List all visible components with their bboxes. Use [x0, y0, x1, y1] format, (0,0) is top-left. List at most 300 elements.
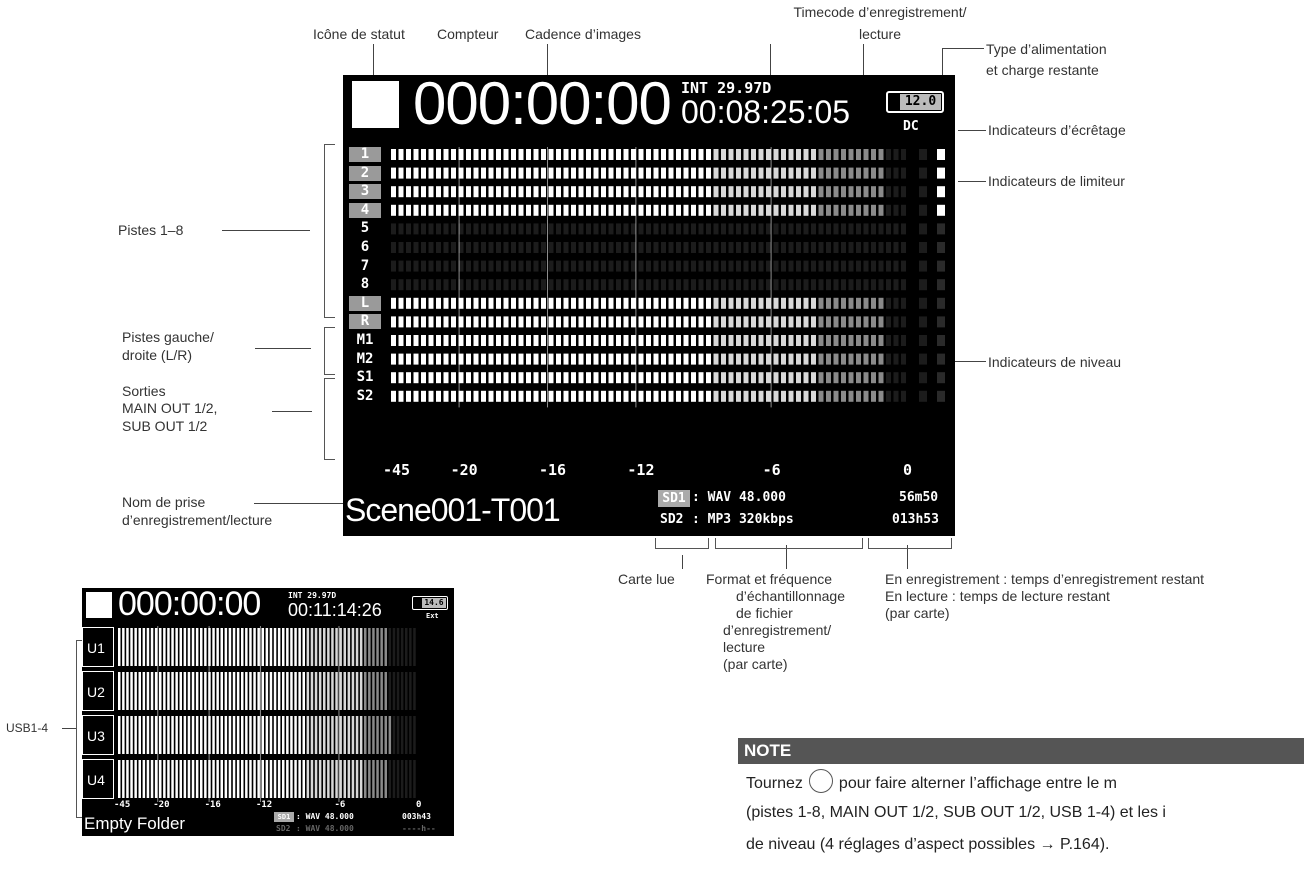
meter-segment	[669, 242, 674, 253]
clip-indicator	[919, 242, 927, 253]
meter-segment	[393, 672, 396, 710]
meter-segment	[429, 168, 434, 179]
meter-segment	[646, 354, 651, 365]
meter-segment	[519, 372, 524, 383]
meter-segment	[871, 223, 876, 234]
meter-segment	[391, 223, 396, 234]
meter-segment	[766, 335, 771, 346]
scale-line	[157, 626, 158, 802]
meter-segment	[781, 298, 786, 309]
meter-segment	[714, 316, 719, 327]
remaining-bracket	[868, 538, 952, 549]
meter-segment	[624, 223, 629, 234]
track-label: S1	[356, 369, 374, 386]
meter-segment	[282, 628, 285, 666]
meter-segment	[879, 186, 884, 197]
meter-segment	[766, 354, 771, 365]
meter-segment	[804, 335, 809, 346]
meter-segment	[526, 372, 531, 383]
meter-segment	[654, 223, 659, 234]
meter-segment	[684, 316, 689, 327]
meter-segment	[474, 298, 479, 309]
meter-segment	[414, 261, 419, 272]
meter-segment	[601, 316, 606, 327]
track-label: M1	[356, 332, 374, 348]
meter-segment	[406, 261, 411, 272]
meter-segment	[804, 186, 809, 197]
meter-segment	[526, 316, 531, 327]
meter-segment	[323, 672, 326, 710]
leader-line	[222, 230, 310, 231]
outputs-annotation-line3: SUB OUT 1/2	[122, 418, 208, 434]
meter-segment	[526, 186, 531, 197]
meter-segment	[147, 760, 150, 798]
meter-segment	[774, 354, 779, 365]
meter-segment	[789, 223, 794, 234]
meter-segment	[826, 316, 831, 327]
meter-segment	[466, 316, 471, 327]
meter-segment	[414, 279, 419, 290]
meter-segment	[139, 628, 142, 666]
meter-segment	[654, 316, 659, 327]
meter-segment	[323, 716, 326, 754]
meter-segment	[654, 372, 659, 383]
meter-segment	[774, 168, 779, 179]
meter-segment	[639, 372, 644, 383]
meter-segment	[684, 298, 689, 309]
meter-segment	[586, 223, 591, 234]
meter-segment	[639, 205, 644, 216]
meter-segment	[192, 628, 195, 666]
leader-line	[254, 503, 344, 504]
meter-segment	[541, 279, 546, 290]
meter-segment	[834, 335, 839, 346]
meter-segment	[661, 242, 666, 253]
meter-segment	[811, 372, 816, 383]
card-bracket	[655, 538, 709, 549]
meter-segment	[871, 335, 876, 346]
clip-indicator	[919, 298, 927, 309]
meter-segment	[586, 205, 591, 216]
meter-segment	[571, 149, 576, 160]
meter-segment	[421, 205, 426, 216]
meter-segment	[736, 205, 741, 216]
meter-segment	[774, 205, 779, 216]
meter-segment	[789, 279, 794, 290]
meter-segment	[571, 372, 576, 383]
meter-segment	[414, 205, 419, 216]
meter-segment	[294, 716, 297, 754]
meter-segment	[564, 372, 569, 383]
meter-segment	[541, 149, 546, 160]
meter-segment	[646, 316, 651, 327]
meter-segment	[586, 335, 591, 346]
meter-segment	[841, 391, 846, 402]
meter-segment	[143, 760, 146, 798]
meter-segment	[436, 335, 441, 346]
meter-segment	[496, 279, 501, 290]
meter-segment	[706, 186, 711, 197]
limiter-indicator	[937, 242, 945, 253]
meter-segment	[348, 628, 351, 666]
meter-segment	[241, 628, 244, 666]
timecode-display: 00:11:14:26	[288, 600, 382, 620]
meter-segment	[155, 760, 158, 798]
meter-segment	[781, 168, 786, 179]
meter-segment	[356, 672, 359, 710]
meter-segment	[474, 149, 479, 160]
meter-segment	[789, 149, 794, 160]
meter-segment	[879, 372, 884, 383]
power-type: DC	[903, 119, 919, 134]
meter-segment	[751, 149, 756, 160]
meter-segment	[774, 149, 779, 160]
meter-segment	[766, 298, 771, 309]
meter-segment	[118, 716, 121, 754]
meter-segment	[729, 261, 734, 272]
meter-segment	[594, 391, 599, 402]
meter-segment	[781, 186, 786, 197]
meter-segment	[253, 628, 256, 666]
meter-segment	[796, 354, 801, 365]
track-label: 5	[360, 220, 370, 237]
meter-segment	[481, 298, 486, 309]
meter-segment	[534, 261, 539, 272]
meter-segment	[706, 335, 711, 346]
meter-segment	[841, 372, 846, 383]
meter-segment	[766, 372, 771, 383]
format-annotation-line2: d’échantillonnage	[736, 588, 845, 604]
track-label: 6	[360, 239, 370, 255]
meter-segment	[466, 205, 471, 216]
meter-segment	[654, 354, 659, 365]
meter-segment	[864, 186, 869, 197]
meter-segment	[879, 205, 884, 216]
meter-segment	[391, 168, 396, 179]
meter-segment	[436, 223, 441, 234]
meter-segment	[134, 672, 137, 710]
meter-segment	[421, 354, 426, 365]
meter-segment	[661, 316, 666, 327]
meter-segment	[646, 279, 651, 290]
meter-segment	[466, 391, 471, 402]
meter-segment	[429, 316, 434, 327]
meter-segment	[549, 242, 554, 253]
meter-segment	[221, 716, 224, 754]
meter-segment	[714, 242, 719, 253]
meter-segment	[406, 168, 411, 179]
meter-segment	[766, 316, 771, 327]
meter-segment	[421, 242, 426, 253]
meter-segment	[639, 168, 644, 179]
meter-segment	[405, 628, 408, 666]
meter-segment	[579, 186, 584, 197]
meter-segment	[233, 628, 236, 666]
meter-segment	[594, 242, 599, 253]
meter-segment	[549, 186, 554, 197]
meter-segment	[901, 261, 906, 272]
meter-segment	[348, 760, 351, 798]
meter-segment	[391, 186, 396, 197]
tracks-1-8-bracket	[324, 144, 335, 318]
meter-segment	[706, 205, 711, 216]
meter-segment	[699, 372, 704, 383]
meter-segment	[444, 335, 449, 346]
clip-indicator	[919, 316, 927, 327]
meter-segment	[684, 391, 689, 402]
meter-segment	[699, 223, 704, 234]
meter-segment	[804, 242, 809, 253]
meter-segment	[571, 279, 576, 290]
meter-segment	[315, 672, 318, 710]
meter-segment	[661, 391, 666, 402]
scale-line	[338, 626, 339, 802]
meter-segment	[706, 391, 711, 402]
meter-segment	[511, 186, 516, 197]
meter-segment	[481, 223, 486, 234]
meter-segment	[504, 186, 509, 197]
meter-segment	[811, 223, 816, 234]
meter-segment	[444, 223, 449, 234]
meter-segment	[541, 335, 546, 346]
meter-segment	[270, 716, 273, 754]
meter-segment	[155, 672, 158, 710]
meter-segment	[266, 672, 269, 710]
meter-segment	[826, 205, 831, 216]
meter-segment	[436, 279, 441, 290]
meter-segment	[541, 261, 546, 272]
meter-segment	[699, 335, 704, 346]
meter-segment	[466, 354, 471, 365]
meter-segment	[534, 279, 539, 290]
meter-segment	[444, 372, 449, 383]
meter-segment	[669, 223, 674, 234]
meter-segment	[163, 672, 166, 710]
scale-line	[459, 147, 460, 407]
take-name-annotation-line1: Nom de prise	[122, 494, 206, 510]
meter-segment	[143, 716, 146, 754]
meter-segment	[526, 391, 531, 402]
remaining-annotation-line1: En enregistrement : temps d’enregistrement restant	[885, 571, 1205, 587]
meter-segment	[389, 672, 392, 710]
meter-segment	[774, 223, 779, 234]
meter-segment	[811, 279, 816, 290]
meter-segment	[519, 335, 524, 346]
meter-segment	[511, 316, 516, 327]
meter-segment	[511, 391, 516, 402]
meter-segment	[352, 760, 355, 798]
meter-segment	[511, 242, 516, 253]
meter-segment	[489, 391, 494, 402]
timecode-display: 00:08:25:05	[681, 94, 851, 130]
meter-segment	[159, 672, 162, 710]
meter-segment	[344, 628, 347, 666]
meter-segment	[714, 279, 719, 290]
meter-segment	[200, 672, 203, 710]
meter-segment	[841, 335, 846, 346]
meter-segment	[781, 261, 786, 272]
meter-segment	[406, 205, 411, 216]
meter-segment	[811, 354, 816, 365]
format-annotation-line4: d’enregistrement/	[723, 622, 832, 638]
meter-segment	[894, 279, 899, 290]
sd2-remaining: ----h--	[402, 824, 436, 833]
meter-segment	[549, 391, 554, 402]
track-label: M2	[356, 350, 374, 367]
meter-segment	[397, 672, 400, 710]
meter-segment	[856, 316, 861, 327]
limiter-indicator	[937, 279, 945, 290]
meter-segment	[624, 354, 629, 365]
meter-segment	[421, 168, 426, 179]
meter-segment	[409, 716, 412, 754]
meter-segment	[781, 205, 786, 216]
meter-segment	[391, 279, 396, 290]
meter-segment	[414, 335, 419, 346]
meter-segment	[579, 149, 584, 160]
meter-segment	[147, 672, 150, 710]
meter-segment	[864, 242, 869, 253]
meter-segment	[237, 628, 240, 666]
meter-segment	[421, 149, 426, 160]
battery-level: 14.6	[422, 598, 446, 608]
meter-segment	[819, 298, 824, 309]
meter-segment	[466, 149, 471, 160]
meter-segment	[399, 372, 404, 383]
meter-segment	[879, 261, 884, 272]
meter-segment	[676, 261, 681, 272]
meter-segment	[586, 186, 591, 197]
meter-segment	[856, 242, 861, 253]
meter-segment	[759, 279, 764, 290]
meter-segment	[796, 205, 801, 216]
meter-segment	[579, 205, 584, 216]
meter-segment	[751, 335, 756, 346]
meter-segment	[684, 205, 689, 216]
meter-segment	[270, 760, 273, 798]
meter-segment	[841, 242, 846, 253]
meter-segment	[364, 672, 367, 710]
meter-segment	[729, 149, 734, 160]
meter-segment	[481, 279, 486, 290]
meter-segment	[819, 316, 824, 327]
meter-segment	[200, 628, 203, 666]
meter-segment	[819, 186, 824, 197]
meter-segment	[781, 391, 786, 402]
meter-segment	[586, 261, 591, 272]
meter-segment	[586, 279, 591, 290]
meter-segment	[534, 372, 539, 383]
meter-segment	[624, 316, 629, 327]
meter-segment	[253, 672, 256, 710]
meter-segment	[796, 335, 801, 346]
meter-segment	[669, 335, 674, 346]
meter-segment	[609, 335, 614, 346]
limiter-indicator	[937, 186, 945, 197]
meter-segment	[841, 223, 846, 234]
meter-segment	[729, 391, 734, 402]
meter-segment	[444, 205, 449, 216]
meter-segment	[391, 261, 396, 272]
meter-segment	[541, 316, 546, 327]
meter-segment	[130, 716, 133, 754]
scale-label: -20	[450, 461, 478, 479]
meter-segment	[397, 628, 400, 666]
meter-segment	[721, 335, 726, 346]
leader-line	[958, 181, 986, 182]
meter-segment	[616, 242, 621, 253]
meter-segment	[451, 372, 456, 383]
meter-segment	[834, 261, 839, 272]
meter-segment	[352, 628, 355, 666]
meter-segment	[451, 186, 456, 197]
meter-segment	[241, 716, 244, 754]
meter-segment	[631, 186, 636, 197]
tracks-1-8-annotation: Pistes 1–8	[118, 222, 184, 238]
meter-segment	[594, 205, 599, 216]
limiter-indicator	[937, 205, 945, 216]
meter-segment	[699, 168, 704, 179]
meter-segment	[571, 335, 576, 346]
meter-segment	[262, 628, 265, 666]
meter-segment	[654, 242, 659, 253]
meter-segment	[212, 672, 215, 710]
meter-segment	[654, 149, 659, 160]
meter-segment	[376, 628, 379, 666]
meter-segment	[886, 149, 891, 160]
meter-segment	[669, 261, 674, 272]
meter-segment	[744, 279, 749, 290]
meter-segment	[171, 716, 174, 754]
meter-segment	[399, 335, 404, 346]
meter-segment	[856, 372, 861, 383]
leader-line	[272, 411, 312, 412]
meter-segment	[372, 628, 375, 666]
meter-segment	[519, 316, 524, 327]
meter-segment	[744, 354, 749, 365]
meter-segment	[180, 760, 183, 798]
meter-segment	[327, 716, 330, 754]
meter-segment	[751, 354, 756, 365]
meter-segment	[804, 354, 809, 365]
meter-segment	[360, 628, 363, 666]
meter-segment	[436, 261, 441, 272]
meter-segment	[541, 168, 546, 179]
meter-segment	[360, 760, 363, 798]
meter-segment	[421, 261, 426, 272]
meter-segment	[466, 223, 471, 234]
meter-segment	[721, 186, 726, 197]
meter-segment	[397, 760, 400, 798]
meter-segment	[504, 335, 509, 346]
meter-segment	[481, 205, 486, 216]
meter-segment	[826, 186, 831, 197]
meter-segment	[721, 298, 726, 309]
meter-segment	[714, 168, 719, 179]
scale-line	[635, 147, 636, 407]
meter-segment	[556, 168, 561, 179]
meter-segment	[401, 716, 404, 754]
meter-segment	[691, 205, 696, 216]
meter-segment	[819, 223, 824, 234]
meter-segment	[781, 335, 786, 346]
meter-segment	[474, 223, 479, 234]
meter-segment	[624, 205, 629, 216]
meter-segment	[360, 672, 363, 710]
meter-segment	[789, 186, 794, 197]
meter-segment	[841, 186, 846, 197]
meter-segment	[159, 716, 162, 754]
